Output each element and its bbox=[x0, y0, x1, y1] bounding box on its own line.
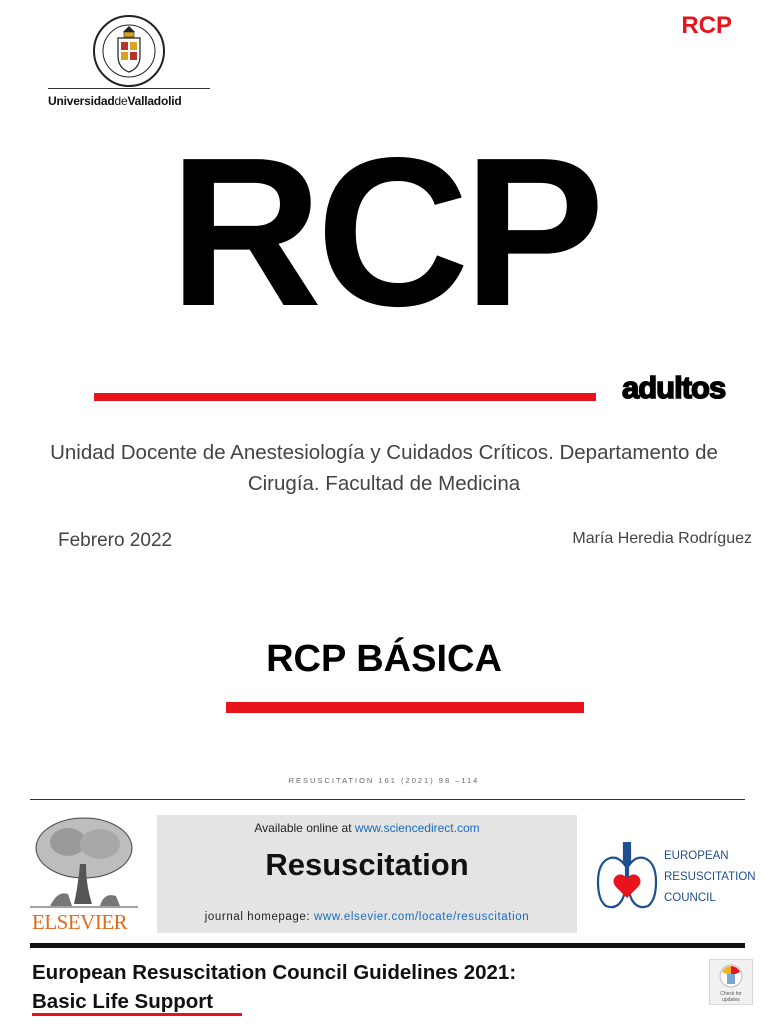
article-title-underline bbox=[32, 1013, 242, 1016]
journal-header-bottom-rule bbox=[30, 943, 745, 948]
date-text: Febrero 2022 bbox=[58, 530, 173, 551]
erc-name: EUROPEAN RESUSCITATION COUNCIL bbox=[664, 850, 756, 904]
author-text: María Heredia Rodríguez bbox=[572, 530, 752, 547]
university-seal-icon bbox=[92, 14, 166, 88]
publisher-name: ELSEVIER bbox=[32, 910, 128, 934]
crossmark-label: Check for updates bbox=[720, 991, 742, 1003]
elsevier-logo bbox=[30, 814, 138, 936]
journal-homepage-link[interactable]: www.elsevier.com/locate/resuscitation bbox=[314, 911, 530, 923]
section-divider bbox=[226, 702, 584, 713]
crossmark-icon bbox=[710, 960, 752, 990]
sciencedirect-link[interactable]: www.sciencedirect.com bbox=[354, 821, 480, 835]
journal-banner bbox=[157, 815, 577, 933]
elsevier-tree-icon bbox=[30, 814, 138, 910]
corner-tag: RCP bbox=[681, 12, 732, 39]
journal-name: Resuscitation bbox=[265, 847, 469, 882]
journal-citation: RESUSCITATION 161 (2021) 98 –114 bbox=[288, 776, 480, 785]
article-title: European Resuscitation Council Guidelines 2021: Basic Life Support bbox=[32, 961, 517, 1013]
title-divider bbox=[94, 393, 596, 401]
department-text: Unidad Docente de Anestesiología y Cuidados Críticos. Departamento de Cirugía. Facultad de Medicina bbox=[50, 441, 718, 495]
university-logo bbox=[14, 8, 226, 118]
check-for-updates-badge[interactable] bbox=[709, 959, 753, 1005]
page-title: RCP bbox=[169, 113, 599, 350]
erc-logo bbox=[594, 836, 754, 912]
journal-homepage-line: journal homepage: www.elsevier.com/locate/resuscitation bbox=[204, 911, 530, 923]
lungs-heart-icon bbox=[594, 836, 660, 912]
section-title: RCP BÁSICA bbox=[266, 638, 502, 680]
available-online-line: Available online at www.sciencedirect.com bbox=[254, 821, 480, 835]
journal-header-divider bbox=[30, 799, 745, 800]
page-subtitle: adultos bbox=[622, 370, 726, 405]
university-name: UniversidaddeValladolid bbox=[48, 94, 182, 108]
